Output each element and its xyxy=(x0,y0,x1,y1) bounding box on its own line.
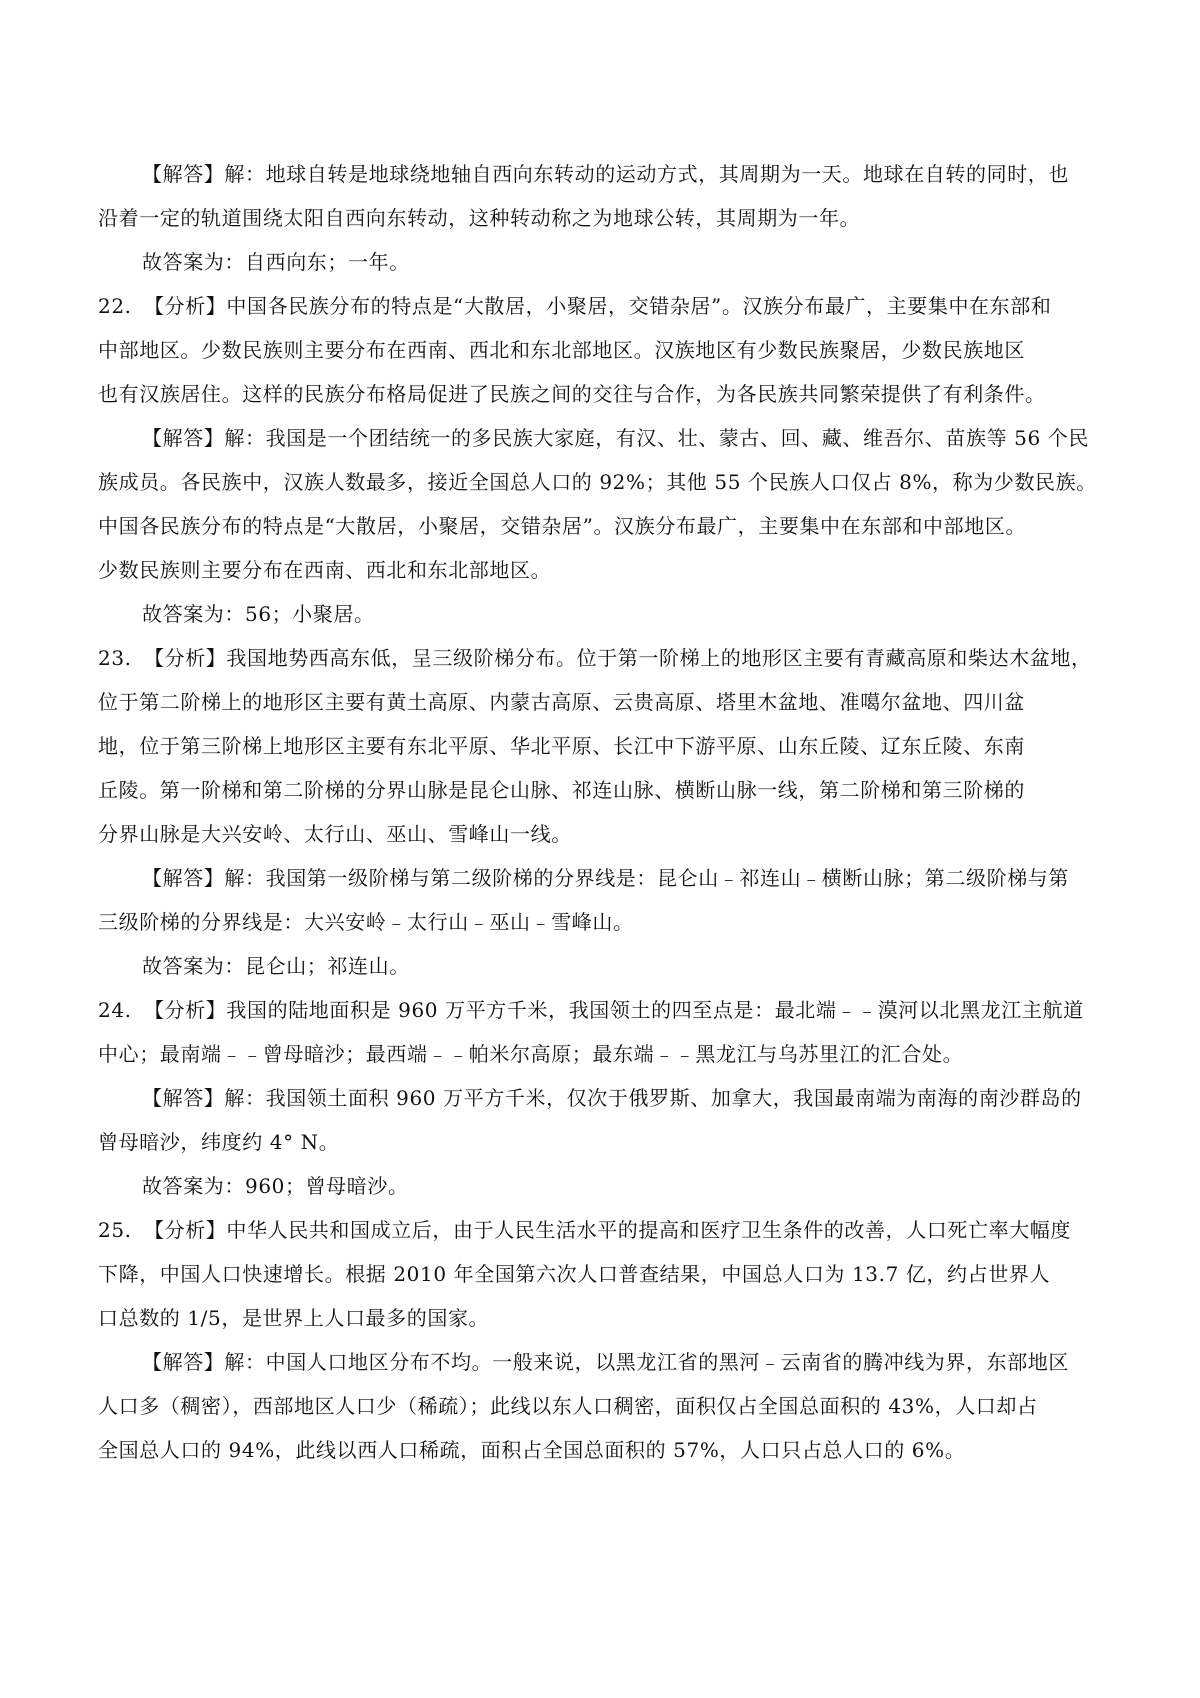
q23-number: 23. xyxy=(98,646,132,670)
q23-analysis-line-1 xyxy=(98,636,1098,680)
q25-answer-line-2: 人口多（稠密），西部地区人口少（稀疏）；此线以东人口稠密，面积仅占全国总面积的 43%，人口却占 xyxy=(98,1394,1038,1418)
q23-analysis-line-3: 地，位于第三阶梯上地形区主要有东北平原、华北平原、长江中下游平原、山东丘陵、辽东丘陵、东南 xyxy=(98,734,1025,758)
q22-analysis-line-1 xyxy=(98,284,1098,328)
q23-answer-line-1: 【解答】解：我国第一级阶梯与第二级阶梯的分界线是：昆仑山﹣祁连山﹣横断山脉；第二级阶梯与第 xyxy=(142,866,1069,890)
q22-final-answer: 故答案为：56；小聚居。 xyxy=(142,602,375,626)
q22-analysis-line-3: 也有汉族居住。这样的民族分布格局促进了民族之间的交往与合作，为各民族共同繁荣提供了有利条件。 xyxy=(98,382,1046,406)
q23-answer-line-2: 三级阶梯的分界线是：大兴安岭﹣太行山﹣巫山﹣雪峰山。 xyxy=(98,910,634,934)
q22-answer-line-3: 中国各民族分布的特点是“大散居，小聚居，交错杂居”。汉族分布最广，主要集中在东部和中部地区。 xyxy=(98,514,1027,538)
q24-answer-line-2: 曾母暗沙，纬度约 4° N。 xyxy=(98,1130,340,1154)
q24-analysis-text-1: 【分析】我国的陆地面积是 960 万平方千米，我国领土的四至点是：最北端﹣﹣漠河以北黑龙江主航道 xyxy=(144,998,1084,1022)
q23-analysis-text-1: 【分析】我国地势西高东低，呈三级阶梯分布。位于第一阶梯上的地形区主要有青藏高原和柴达木盆地， xyxy=(144,646,1092,670)
q21-answer-line-2: 沿着一定的轨道围绕太阳自西向东转动，这种转动称之为地球公转，其周期为一年。 xyxy=(98,206,861,230)
q21-final-answer: 故答案为：自西向东；一年。 xyxy=(142,250,410,274)
q22-answer-line-1: 【解答】解：我国是一个团结统一的多民族大家庭，有汉、壮、蒙古、回、藏、维吾尔、苗族等 56 个民 xyxy=(142,426,1089,450)
q25-analysis-line-2: 下降，中国人口快速增长。根据 2010 年全国第六次人口普查结果，中国总人口为 13.7 亿，约占世界人 xyxy=(98,1262,1051,1286)
q22-answer-line-4: 少数民族则主要分布在西南、西北和东北部地区。 xyxy=(98,558,552,582)
q25-analysis-line-3: 口总数的 1/5，是世界上人口最多的国家。 xyxy=(98,1306,490,1330)
q23-analysis-line-4: 丘陵。第一阶梯和第二阶梯的分界山脉是昆仑山脉、祁连山脉、横断山脉一线，第二阶梯和第三阶梯的 xyxy=(98,778,1025,802)
q22-analysis-text-1: 【分析】中国各民族分布的特点是“大散居，小聚居，交错杂居”。汉族分布最广，主要集中在东部和 xyxy=(144,294,1052,318)
q22-answer-line-2: 族成员。各民族中，汉族人数最多，接近全国总人口的 92%；其他 55 个民族人口仅占 8%，称为少数民族。 xyxy=(98,470,1097,494)
q23-analysis-line-5: 分界山脉是大兴安岭、太行山、巫山、雪峰山一线。 xyxy=(98,822,572,846)
q25-answer-line-1: 【解答】解：中国人口地区分布不均。一般来说，以黑龙江省的黑河﹣云南省的腾冲线为界，东部地区 xyxy=(142,1350,1069,1374)
q24-number: 24. xyxy=(98,998,132,1022)
q21-answer-line-1: 【解答】解：地球自转是地球绕地轴自西向东转动的运动方式，其周期为一天。地球在自转的同时，也 xyxy=(142,162,1069,186)
q22-number: 22. xyxy=(98,294,132,318)
q23-analysis-line-2: 位于第二阶梯上的地形区主要有黄土高原、内蒙古高原、云贵高原、塔里木盆地、准噶尔盆地、四川盆 xyxy=(98,690,1025,714)
q22-analysis-line-2: 中部地区。少数民族则主要分布在西南、西北和东北部地区。汉族地区有少数民族聚居，少数民族地区 xyxy=(98,338,1025,362)
q25-answer-line-3: 全国总人口的 94%，此线以西人口稀疏，面积占全国总面积的 57%，人口只占总人口的 6%。 xyxy=(98,1438,966,1462)
q25-analysis-line-1 xyxy=(98,1208,1098,1252)
q23-final-answer: 故答案为：昆仑山；祁连山。 xyxy=(142,954,410,978)
document-content xyxy=(98,152,1098,1472)
q25-analysis-text-1: 【分析】中华人民共和国成立后，由于人民生活水平的提高和医疗卫生条件的改善，人口死亡率大幅度 xyxy=(144,1218,1071,1242)
q24-analysis-line-2: 中心；最南端﹣﹣曾母暗沙；最西端﹣﹣帕米尔高原；最东端﹣﹣黑龙江与乌苏里江的汇合处。 xyxy=(98,1042,964,1066)
q25-number: 25. xyxy=(98,1218,132,1242)
q24-analysis-line-1 xyxy=(98,988,1098,1032)
q24-answer-line-1: 【解答】解：我国领土面积 960 万平方千米，仅次于俄罗斯、加拿大，我国最南端为南海的南沙群岛的 xyxy=(142,1086,1082,1110)
q24-final-answer: 故答案为：960；曾母暗沙。 xyxy=(142,1174,409,1198)
